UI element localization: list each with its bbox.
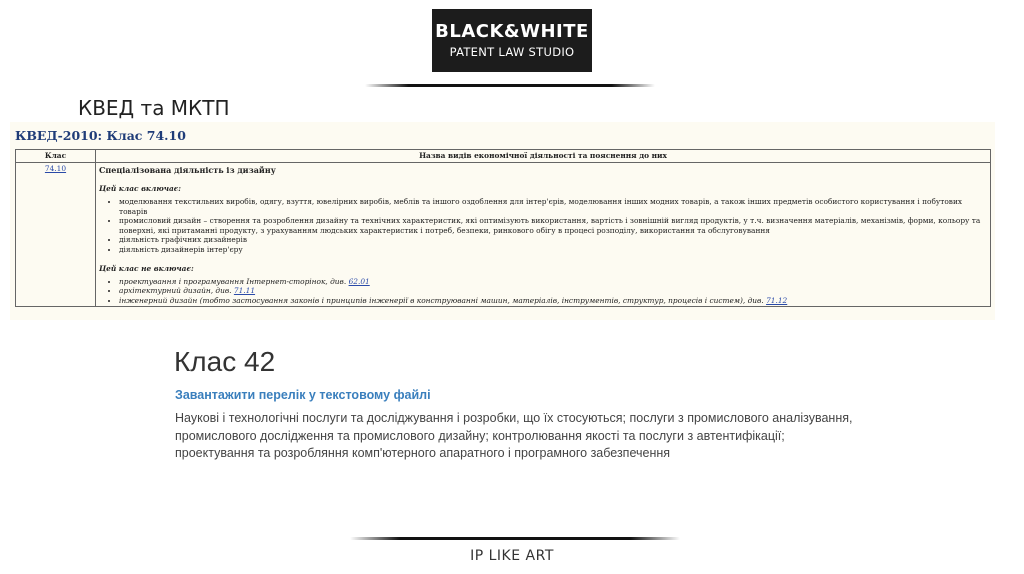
includes-list	[99, 197, 987, 255]
table-row	[16, 163, 991, 307]
brand-logo	[432, 9, 592, 72]
excludes-list	[99, 277, 987, 306]
exclude-text: архітектурний дизайн, див.	[119, 286, 234, 296]
class-name: Спеціалізована діяльність із дизайну	[99, 165, 276, 175]
column-header-class: Клас	[16, 150, 96, 163]
logo-subtitle: PATENT LAW STUDIO	[449, 45, 575, 59]
list-item: • діяльність дизайнерів інтер'єру	[119, 245, 987, 255]
class-description-cell	[96, 163, 991, 307]
bottom-divider	[350, 537, 680, 540]
exclude-ref-link[interactable]: 71.11	[233, 286, 256, 296]
logo-title: BLACK&WHITE	[435, 21, 589, 42]
top-divider	[365, 84, 655, 87]
excludes-title: Цей клас не включає:	[99, 263, 194, 273]
kved-heading: КВЕД-2010: Клас 74.10	[15, 128, 186, 143]
class42-title: Клас 42	[174, 346, 276, 377]
list-item: • діяльність графічних дизайнерів	[119, 235, 987, 245]
exclude-text: інженерний дизайн (тобто застосування законів і принципів інженерії в конструюванні машин, матеріалів, інструментів, структур, процесів і систем), див.	[119, 295, 767, 305]
class-code-link[interactable]: 74.10	[44, 164, 67, 173]
class42-description: Наукові і технологічні послуги та досліджування і розробки, що їх стосуються; послуги з промислового аналізування, промислового дослідження та промислового дизайну; контролювання якості та послуги з автентифікації; проектування та розробляння комп'ютерного апаратного і програмного забезпечення	[175, 411, 853, 460]
download-list-link[interactable]: Завантажити перелік у текстовому файлі	[175, 388, 431, 402]
includes-title: Цей клас включає:	[99, 184, 182, 193]
slide-title: КВЕД та МКТП	[78, 96, 230, 120]
list-item: • моделювання текстильних виробів, одягу, взуття, ювелірних виробів, меблів та іншого оздоблення для інтер'єрів, моделювання інших модних товарів, а також інших предметів особистого користування і побутових товарів	[119, 197, 987, 216]
exclude-ref-link[interactable]: 62.01	[348, 276, 370, 286]
list-item	[119, 296, 987, 306]
list-item	[119, 277, 987, 287]
footer-tagline: IP LIKE ART	[470, 548, 554, 564]
kved-table	[15, 149, 991, 307]
class-code-cell	[16, 163, 96, 307]
column-header-name: Назва видів економічної діяльності та пояснення до них	[96, 150, 991, 163]
list-item	[119, 286, 987, 296]
list-item: • промисловий дизайн – створення та розроблення дизайну та технічних характеристик, які оптимізують використання, вартість і зовнішній вигляд продуктів, у т.ч. визначення матеріалів, механізмів, форми, кольору та поверхні, які притаманні продукту, з урахуванням людських характеристик і потреб, безпеки, ринкового обігу в процесі розподілу, використання та обслуговування	[119, 216, 987, 235]
exclude-text: проектування і програмування Інтернет-сторінок, див.	[119, 276, 349, 286]
exclude-ref-link[interactable]: 71.12	[766, 295, 788, 305]
